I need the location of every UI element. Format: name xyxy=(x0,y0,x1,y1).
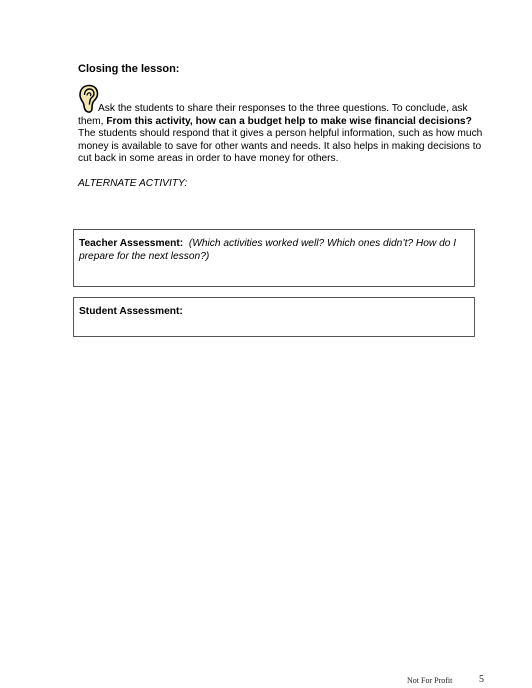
teacher-assessment-note: (Which activities worked well? Which ones didn’t? How do I prepare for the next lesson?) xyxy=(79,238,457,262)
closing-response-text: The students should respond that it gives a person helpful information, such as how much money is available to save for other wants and needs. It also helps in making decisions to cut back in some areas in order to have money for others. xyxy=(78,128,483,164)
teacher-assessment-text xyxy=(79,238,464,263)
student-assessment-text xyxy=(79,306,464,319)
teacher-assessment-label: Teacher Assessment: xyxy=(79,238,184,249)
alternate-activity-label: ALTERNATE ACTIVITY: xyxy=(78,178,188,189)
student-assessment-label: Student Assessment: xyxy=(79,306,183,317)
student-assessment-box xyxy=(73,297,475,337)
closing-paragraph xyxy=(78,103,488,166)
closing-intro-text: Ask the students to share their responses to the three questions. To conclude, ask them, xyxy=(78,103,468,127)
closing-heading: Closing the lesson: xyxy=(78,63,180,75)
teacher-assessment-box xyxy=(73,229,475,287)
footer-text: Not For Profit xyxy=(407,676,453,685)
closing-question: From this activity, how can a budget help to make wise financial decisions? xyxy=(106,115,472,127)
page-number: 5 xyxy=(479,674,484,685)
